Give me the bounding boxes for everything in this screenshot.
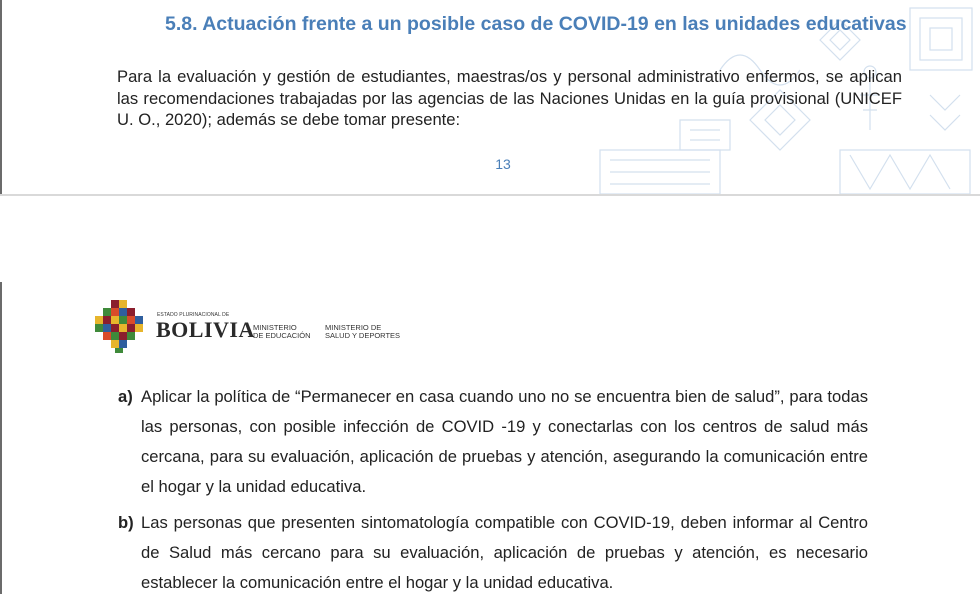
country-name: BOLIVIA	[156, 317, 255, 342]
page-left-border	[0, 0, 2, 196]
state-label: ESTADO PLURINACIONAL DE	[157, 312, 230, 318]
list-marker: b)	[118, 513, 134, 532]
page-number: 13	[495, 156, 511, 172]
bottom-page	[0, 282, 980, 594]
list-item-text: Aplicar la política de “Permanecer en casa cuando uno no se encuentra bien de salud”, para todas las personas, con posible infección de COVID -19 y conectarlas con los centros de salud más cercana, para su evaluación, aplicación de pruebas y atención, asegurando la comunicación entre el hogar y la unidad educativa.	[141, 387, 868, 496]
ministry-education	[253, 324, 311, 340]
list-marker: a)	[118, 387, 133, 406]
ministry-health	[325, 324, 400, 340]
recommendation-list	[118, 382, 868, 604]
ministry-education-line-2: DE EDUCACIÓN	[253, 331, 311, 340]
top-page-fragment	[0, 0, 980, 196]
ministry-education-line-1: MINISTERIO	[253, 323, 297, 332]
bolivia-emblem-logo	[93, 298, 149, 354]
list-item	[118, 508, 868, 598]
list-item	[118, 382, 868, 502]
ministry-health-line-2: SALUD Y DEPORTES	[325, 331, 401, 340]
section-title: 5.8. Actuación frente a un posible caso de COVID-19 en las unidades educativas	[165, 13, 907, 35]
page-gap	[0, 196, 980, 282]
intro-paragraph: Para la evaluación y gestión de estudiantes, maestras/os y personal administrativo enfermos, se aplican las recomendaciones trabajadas por las agencias de las Naciones Unidas en la guía provisional (UNICEF U. O., 2020); además se debe tomar presente:	[117, 67, 902, 129]
page-left-border	[0, 282, 2, 594]
list-item-text: Las personas que presenten sintomatología compatible con COVID-19, deben informar al Centro de Salud más cercano para su evaluación, aplicación de pruebas y atención, es necesario establecer la comunicación entre el hogar y la unidad educativa.	[141, 513, 868, 592]
ministry-health-line-1: MINISTERIO DE	[325, 323, 382, 332]
